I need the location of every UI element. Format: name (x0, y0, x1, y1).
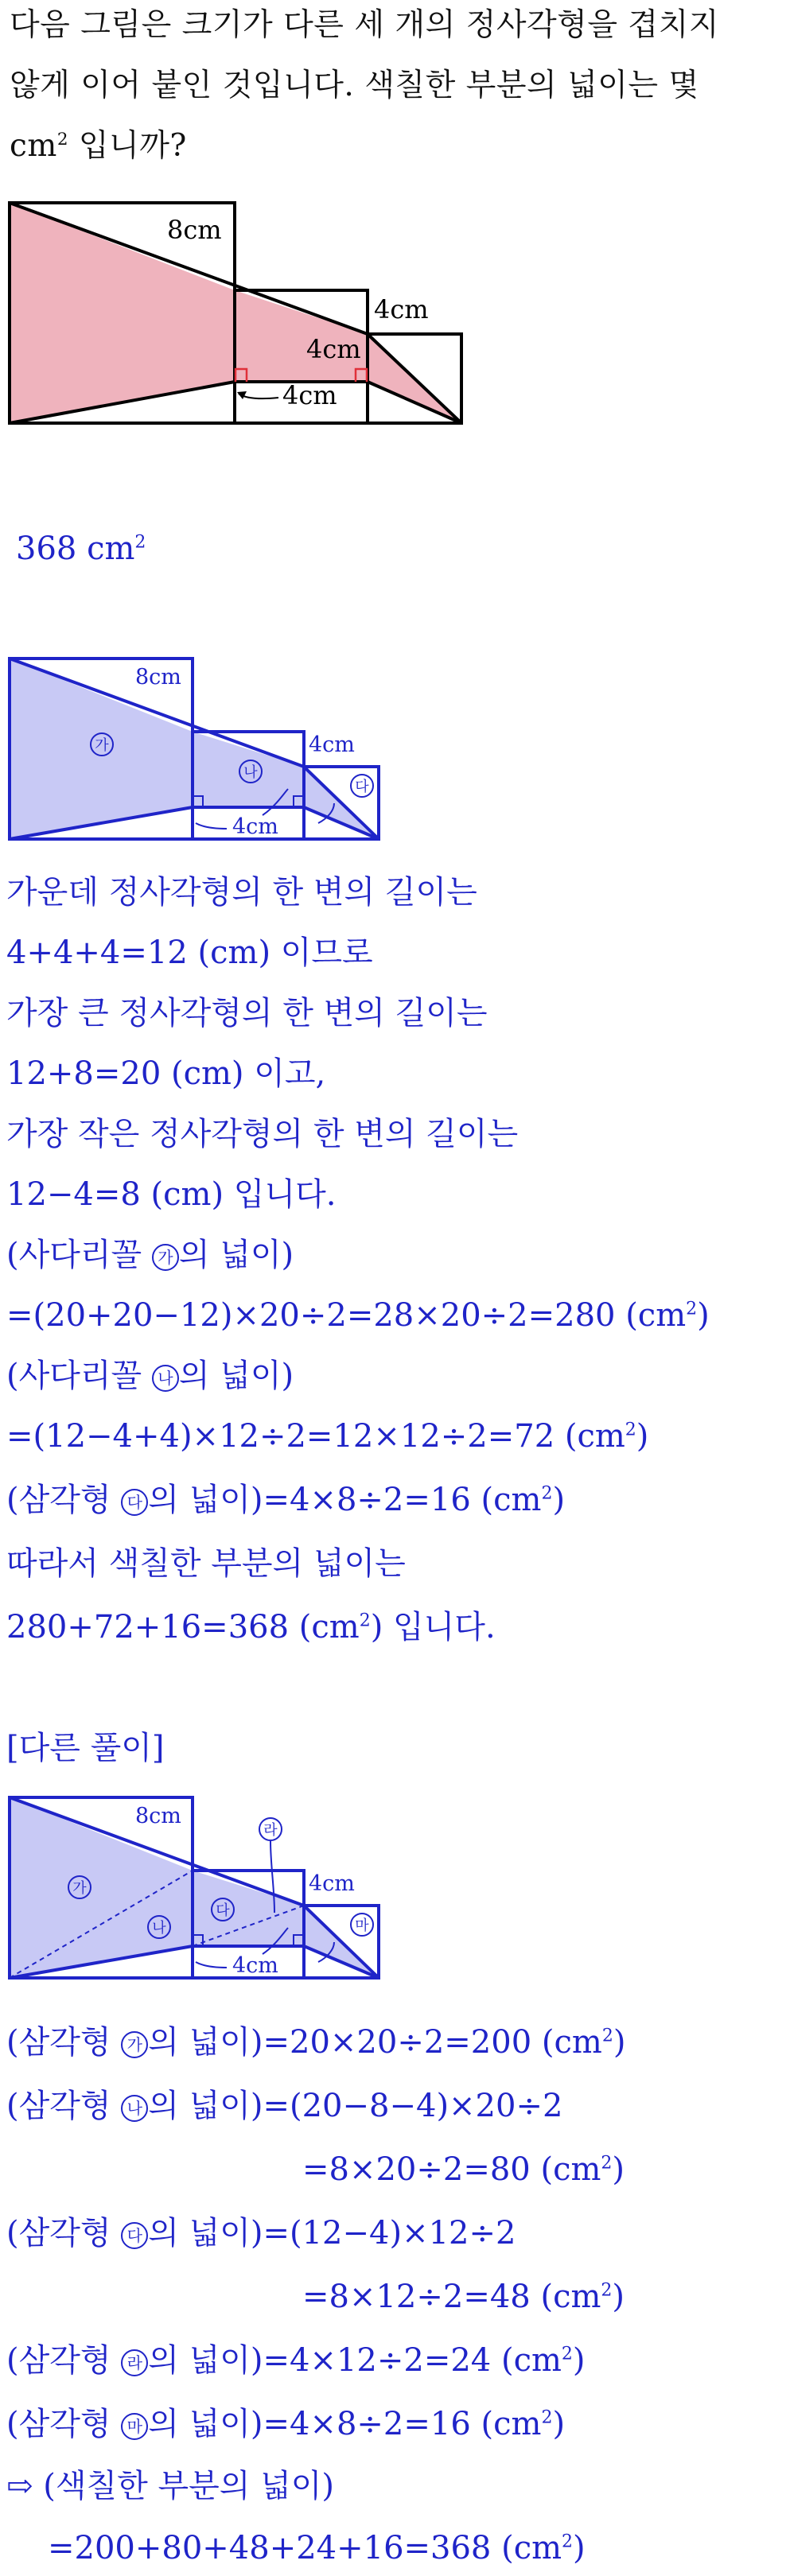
question-figure (0, 191, 477, 429)
alt-line-4: (삼각형 다 의 넓이)=(12−4)×12÷2 (6, 2215, 516, 2252)
question-line-2: 않게 이어 붙인 것입니다. 색칠한 부분의 넓이는 몇 (10, 68, 699, 103)
alt-line-8: ⇨ (색칠한 부분의 넓이) (6, 2468, 334, 2504)
alt-label-8cm: 8cm (135, 1804, 181, 1828)
alt-circled-da: 다 (121, 2222, 148, 2249)
solution-line-4: 12+8=20 (cm) 이고, (6, 1055, 326, 1092)
sol-label-8cm: 8cm (135, 665, 181, 690)
label-4cm-middle: 4cm (306, 334, 361, 364)
solution-figure (0, 652, 398, 851)
solution-line-5: 가장 작은 정사각형의 한 변의 길이는 (6, 1116, 519, 1152)
label-8cm: 8cm (167, 215, 222, 245)
sol-mark-ga: 가 (95, 737, 109, 754)
arrow-icon: ⇨ (6, 2468, 33, 2504)
alt-circled-ra: 라 (121, 2349, 148, 2376)
alt-line-3: =8×20÷2=80 $(cm^2)$ (302, 2151, 625, 2188)
sol-label-4cm-right: 4cm (309, 732, 355, 757)
sol-label-4cm-bottom: 4cm (232, 814, 278, 839)
circled-mark-na: 나 (152, 1365, 179, 1392)
alt-circled-ma: 마 (121, 2413, 148, 2440)
alt-solution-figure (0, 1785, 398, 1988)
alt-mark-ga: 가 (72, 1880, 87, 1897)
alt-line-7: (삼각형 마 의 넓이)=4×8÷2=16 $(cm^2)$ (6, 2406, 566, 2442)
alt-line-5: =8×12÷2=48 $(cm^2)$ (302, 2279, 625, 2315)
question-line-3: $cm^2$ 입니까? (10, 128, 187, 164)
alt-mark-da: 다 (216, 1902, 230, 1919)
sol-mark-na: 나 (243, 764, 258, 781)
circled-mark-da: 다 (121, 1489, 148, 1516)
alt-line-2: (삼각형 나 의 넓이)=(20−8−4)×20÷2 (6, 2088, 563, 2124)
solution-line-9: (사다리꼴 나 의 넓이) (6, 1358, 294, 1394)
alt-label-4cm-right: 4cm (309, 1871, 355, 1896)
alt-mark-ra: 라 (263, 1822, 278, 1839)
answer: 368 $cm^2$ (16, 530, 146, 567)
solution-line-2: 4+4+4=12 (cm) 이므로 (6, 934, 373, 971)
label-4cm-right: 4cm (374, 294, 429, 324)
alt-line-9: =200+80+48+24+16=368 $(cm^2)$ (48, 2530, 586, 2566)
solution-line-12: 따라서 색칠한 부분의 넓이는 (6, 1545, 406, 1582)
solution-line-11: (삼각형 다 의 넓이)=4×8÷2=16 $(cm^2)$ (6, 1482, 566, 1518)
alt-solution-title: [다른 풀이] (6, 1730, 165, 1766)
solution-line-1: 가운데 정사각형의 한 변의 길이는 (6, 874, 477, 911)
alt-circled-na: 나 (121, 2095, 148, 2122)
solution-line-3: 가장 큰 정사각형의 한 변의 길이는 (6, 995, 488, 1032)
solution-line-8: =(20+20−12)×20÷2=28×20÷2=280 $(cm^2)$ (6, 1297, 710, 1334)
question-line-1: 다음 그림은 크기가 다른 세 개의 정사각형을 겹치지 (10, 7, 719, 43)
label-4cm-bottom: 4cm (282, 380, 337, 410)
alt-circled-ga: 가 (121, 2031, 148, 2058)
solution-line-13: 280+72+16=368 $(cm^2)$ 입니다. (6, 1609, 496, 1645)
circled-mark-ga: 가 (152, 1244, 179, 1271)
alt-line-1: (삼각형 가 의 넓이)=20×20÷2=200 $(cm^2)$ (6, 2024, 626, 2061)
alt-mark-ma: 마 (355, 1917, 369, 1934)
solution-line-6: 12−4=8 (cm) 입니다. (6, 1176, 337, 1213)
alt-line-6: (삼각형 라 의 넓이)=4×12÷2=24 $(cm^2)$ (6, 2342, 586, 2379)
alt-mark-na: 나 (152, 1920, 166, 1937)
solution-line-7: (사다리꼴 가 의 넓이) (6, 1237, 294, 1273)
alt-label-4cm-bottom: 4cm (232, 1953, 278, 1978)
solution-line-10: =(12−4+4)×12÷2=12×12÷2=72 $(cm^2)$ (6, 1418, 649, 1455)
sol-mark-da: 다 (355, 779, 369, 795)
